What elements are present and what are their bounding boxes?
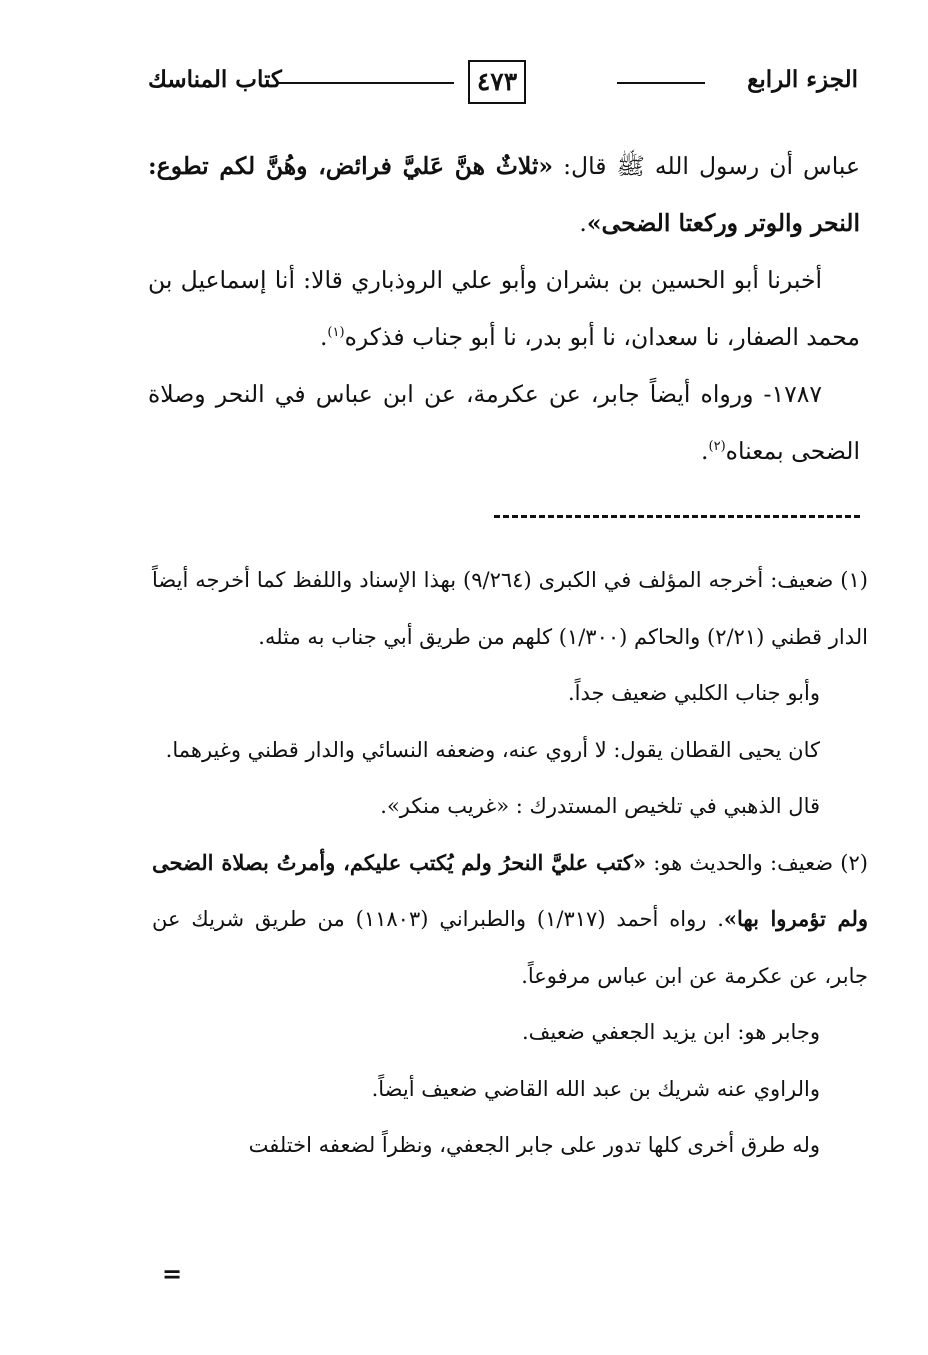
- page-number-box: ٤٧٣: [468, 60, 526, 104]
- footnote-1: [152, 552, 868, 665]
- footnote-ref-2[interactable]: (٢): [708, 439, 726, 455]
- footnote-1-line-2: وأبو جناب الكلبي ضعيف جداً.: [567, 681, 820, 705]
- paragraph-1787: [148, 366, 860, 480]
- hadith-end: .: [579, 209, 587, 237]
- footnote-1-text: ضعيف: أخرجه المؤلف في الكبرى (٩/٢٦٤) بهذا الإسناد واللفظ كما أخرجه أيضاً الدار قطني (٢/٢١) والحاكم (١/٣٠٠) كلهم من طريق أبي جناب به مثله.: [152, 568, 868, 649]
- footnote-2-label: (٢): [840, 850, 868, 875]
- footnote-ref-1[interactable]: (١): [327, 325, 345, 341]
- paragraph-isnad: [148, 252, 860, 366]
- continuation-mark: =: [162, 1259, 183, 1288]
- narration-end: .: [701, 437, 709, 465]
- page-header: [148, 60, 860, 110]
- hadith-quote: «ثلاثٌ هنَّ عَليَّ فرائض، وهُنَّ لكم تطوع: النحر والوتر وركعتا الضحى»: [148, 152, 860, 237]
- footnote-2-intro: ضعيف: والحديث هو:: [646, 850, 834, 875]
- footnote-1-line-4: قال الذهبي في تلخيص المستدرك : «غريب منكر».: [380, 794, 820, 818]
- footnote-2: [152, 835, 868, 1005]
- footnote-1-label: (١): [840, 568, 868, 592]
- header-rule-right: [617, 82, 705, 84]
- footnote-2-line-3: والراوي عنه شريك بن عبد الله القاضي ضعيف أيضاً.: [371, 1076, 820, 1101]
- footnote-2-text: . رواه أحمد (١/٣١٧) والطبراني (١١٨٠٣) من طريق شريك عن جابر، عن عكرمة عن ابن عباس مرفوعاً.: [152, 907, 868, 988]
- volume-label: الجزء الرابع: [747, 66, 858, 93]
- isnad-end: .: [319, 323, 328, 351]
- paragraph-hadith: [148, 138, 860, 252]
- narration-1787: ١٧٨٧- ورواه أيضاً جابر، عن عكرمة، عن ابن عباس في النحر وصلاة الضحى بمعناه: [148, 380, 860, 465]
- footnote-2-quote: «كتب عليَّ النحرُ ولم يُكتب عليكم، وأمرتُ بصلاة الضحى ولم تؤمروا بها»: [152, 849, 868, 931]
- isnad-text: أخبرنا أبو الحسين بن بشران وأبو علي الروذباري قالا: أنا إسماعيل بن محمد الصفار، نا سعدان، نا أبو بدر، نا أبو جناب فذكره: [148, 266, 860, 351]
- footnote-separator: [494, 515, 860, 518]
- main-text: [148, 138, 860, 480]
- footnote-2-line-4: وله طرق أخرى كلها تدور على جابر الجعفي، ونظراً لضعفه اختلفت: [248, 1133, 820, 1157]
- footnotes: [152, 552, 868, 1174]
- book-title: كتاب المناسك: [148, 66, 282, 93]
- header-rule-left: [276, 82, 454, 84]
- hadith-intro: عباس أن رسول الله ﷺ قال:: [553, 152, 860, 180]
- footnote-1-line-3: كان يحيى القطان يقول: لا أروي عنه، وضعفه النسائي والدار قطني وغيرهما.: [165, 737, 820, 762]
- footnote-2-line-2: وجابر هو: ابن يزيد الجعفي ضعيف.: [521, 1020, 820, 1044]
